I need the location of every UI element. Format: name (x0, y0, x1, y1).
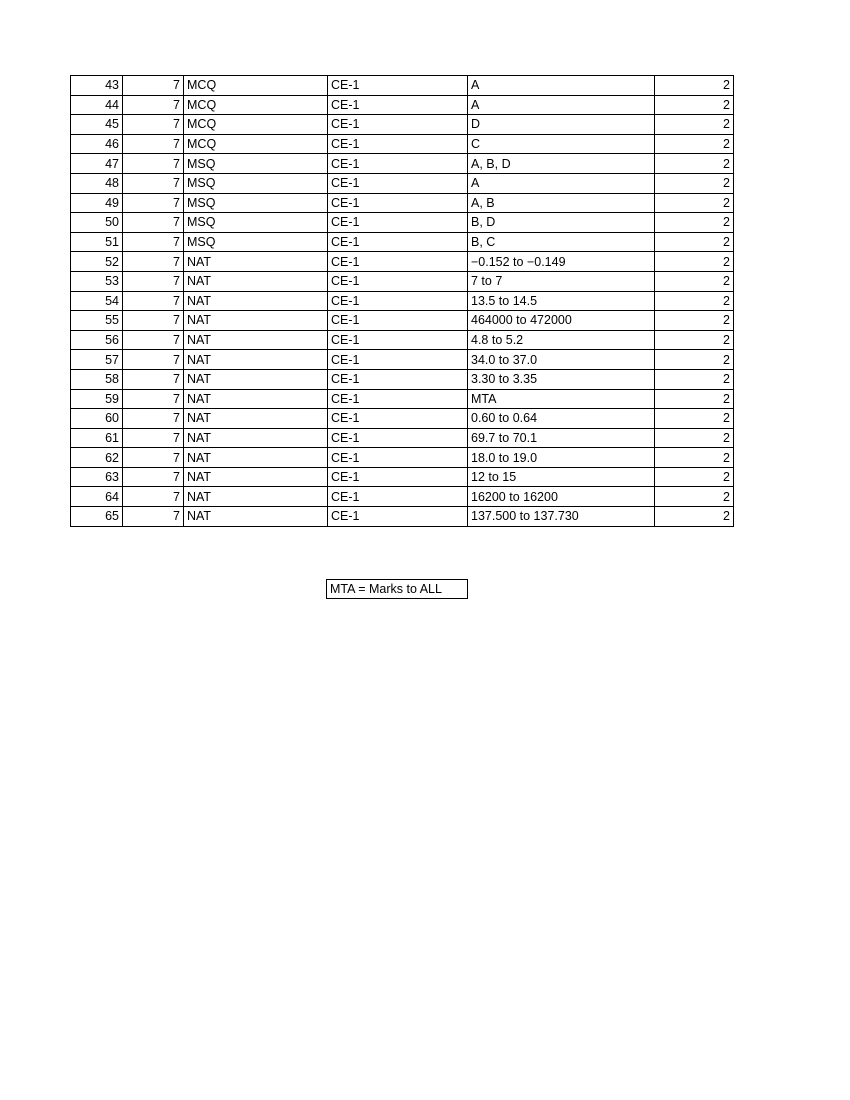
table-row (71, 487, 734, 507)
question-type-cell: NAT (184, 350, 328, 370)
question-number-cell: 49 (71, 193, 123, 213)
question-type-cell: MCQ (184, 76, 328, 96)
marks-cell: 2 (655, 115, 734, 135)
marks-cell: 2 (655, 428, 734, 448)
marks-cell: 2 (655, 467, 734, 487)
marks-cell: 2 (655, 193, 734, 213)
table-row (71, 154, 734, 174)
marks-cell: 2 (655, 448, 734, 468)
session-cell: 7 (123, 76, 184, 96)
answer-key-cell: 7 to 7 (468, 271, 655, 291)
table-row (71, 173, 734, 193)
question-type-cell: NAT (184, 428, 328, 448)
table-row (71, 232, 734, 252)
section-cell: CE-1 (328, 134, 468, 154)
question-number-cell: 53 (71, 271, 123, 291)
table-row (71, 311, 734, 331)
session-cell: 7 (123, 193, 184, 213)
section-cell: CE-1 (328, 173, 468, 193)
question-type-cell: NAT (184, 252, 328, 272)
question-number-cell: 64 (71, 487, 123, 507)
question-type-cell: NAT (184, 448, 328, 468)
table-row (71, 193, 734, 213)
answer-key-cell: 13.5 to 14.5 (468, 291, 655, 311)
answer-key-cell: 464000 to 472000 (468, 311, 655, 331)
question-type-cell: MSQ (184, 173, 328, 193)
answer-key-cell: 3.30 to 3.35 (468, 369, 655, 389)
marks-cell: 2 (655, 134, 734, 154)
section-cell: CE-1 (328, 350, 468, 370)
table-row (71, 115, 734, 135)
marks-cell: 2 (655, 271, 734, 291)
answer-key-cell: A, B, D (468, 154, 655, 174)
answer-key-table (70, 75, 734, 527)
section-cell: CE-1 (328, 428, 468, 448)
answer-key-cell: A (468, 76, 655, 96)
session-cell: 7 (123, 213, 184, 233)
section-cell: CE-1 (328, 487, 468, 507)
marks-cell: 2 (655, 213, 734, 233)
marks-cell: 2 (655, 173, 734, 193)
marks-cell: 2 (655, 409, 734, 429)
session-cell: 7 (123, 428, 184, 448)
answer-key-cell: 4.8 to 5.2 (468, 330, 655, 350)
question-number-cell: 55 (71, 311, 123, 331)
question-number-cell: 47 (71, 154, 123, 174)
section-cell: CE-1 (328, 330, 468, 350)
answer-key-cell: MTA (468, 389, 655, 409)
session-cell: 7 (123, 448, 184, 468)
answer-key-cell: A (468, 95, 655, 115)
session-cell: 7 (123, 291, 184, 311)
section-cell: CE-1 (328, 389, 468, 409)
question-type-cell: NAT (184, 311, 328, 331)
question-type-cell: NAT (184, 369, 328, 389)
question-number-cell: 46 (71, 134, 123, 154)
table-row (71, 291, 734, 311)
section-cell: CE-1 (328, 369, 468, 389)
question-number-cell: 45 (71, 115, 123, 135)
session-cell: 7 (123, 369, 184, 389)
question-type-cell: MSQ (184, 232, 328, 252)
session-cell: 7 (123, 134, 184, 154)
session-cell: 7 (123, 252, 184, 272)
section-cell: CE-1 (328, 507, 468, 527)
answer-key-cell: −0.152 to −0.149 (468, 252, 655, 272)
question-type-cell: MSQ (184, 154, 328, 174)
answer-key-cell: 12 to 15 (468, 467, 655, 487)
session-cell: 7 (123, 507, 184, 527)
question-type-cell: NAT (184, 291, 328, 311)
section-cell: CE-1 (328, 193, 468, 213)
question-type-cell: MCQ (184, 95, 328, 115)
session-cell: 7 (123, 487, 184, 507)
marks-cell: 2 (655, 389, 734, 409)
question-type-cell: MSQ (184, 213, 328, 233)
marks-cell: 2 (655, 507, 734, 527)
answer-key-cell: 18.0 to 19.0 (468, 448, 655, 468)
session-cell: 7 (123, 115, 184, 135)
session-cell: 7 (123, 467, 184, 487)
table-row (71, 389, 734, 409)
marks-cell: 2 (655, 232, 734, 252)
marks-cell: 2 (655, 252, 734, 272)
question-type-cell: NAT (184, 467, 328, 487)
session-cell: 7 (123, 154, 184, 174)
answer-key-cell: D (468, 115, 655, 135)
session-cell: 7 (123, 409, 184, 429)
table-row (71, 134, 734, 154)
question-number-cell: 44 (71, 95, 123, 115)
session-cell: 7 (123, 311, 184, 331)
section-cell: CE-1 (328, 213, 468, 233)
question-number-cell: 57 (71, 350, 123, 370)
answer-key-cell: A, B (468, 193, 655, 213)
marks-cell: 2 (655, 291, 734, 311)
table-row (71, 448, 734, 468)
section-cell: CE-1 (328, 271, 468, 291)
table-row (71, 428, 734, 448)
session-cell: 7 (123, 95, 184, 115)
answer-key-cell: C (468, 134, 655, 154)
table-row (71, 467, 734, 487)
question-type-cell: NAT (184, 487, 328, 507)
question-number-cell: 48 (71, 173, 123, 193)
answer-key-body (71, 76, 734, 527)
answer-key-cell: B, D (468, 213, 655, 233)
table-row (71, 409, 734, 429)
question-number-cell: 59 (71, 389, 123, 409)
session-cell: 7 (123, 271, 184, 291)
section-cell: CE-1 (328, 95, 468, 115)
table-row (71, 252, 734, 272)
question-type-cell: MSQ (184, 193, 328, 213)
question-number-cell: 56 (71, 330, 123, 350)
question-type-cell: NAT (184, 507, 328, 527)
question-type-cell: NAT (184, 389, 328, 409)
answer-key-cell: 34.0 to 37.0 (468, 350, 655, 370)
question-type-cell: NAT (184, 330, 328, 350)
question-number-cell: 50 (71, 213, 123, 233)
session-cell: 7 (123, 389, 184, 409)
answer-key-cell: B, C (468, 232, 655, 252)
question-number-cell: 61 (71, 428, 123, 448)
section-cell: CE-1 (328, 311, 468, 331)
question-number-cell: 43 (71, 76, 123, 96)
section-cell: CE-1 (328, 291, 468, 311)
question-number-cell: 65 (71, 507, 123, 527)
question-type-cell: NAT (184, 409, 328, 429)
table-row (71, 350, 734, 370)
session-cell: 7 (123, 232, 184, 252)
table-row (71, 95, 734, 115)
marks-cell: 2 (655, 330, 734, 350)
question-number-cell: 54 (71, 291, 123, 311)
answer-key-cell: 16200 to 16200 (468, 487, 655, 507)
question-number-cell: 60 (71, 409, 123, 429)
table-row (71, 369, 734, 389)
marks-cell: 2 (655, 95, 734, 115)
marks-cell: 2 (655, 487, 734, 507)
marks-cell: 2 (655, 350, 734, 370)
session-cell: 7 (123, 330, 184, 350)
question-number-cell: 63 (71, 467, 123, 487)
answer-key-cell: 0.60 to 0.64 (468, 409, 655, 429)
question-type-cell: NAT (184, 271, 328, 291)
legend-note: MTA = Marks to ALL (326, 579, 468, 599)
section-cell: CE-1 (328, 232, 468, 252)
section-cell: CE-1 (328, 115, 468, 135)
question-number-cell: 62 (71, 448, 123, 468)
question-type-cell: MCQ (184, 134, 328, 154)
question-type-cell: MCQ (184, 115, 328, 135)
question-number-cell: 52 (71, 252, 123, 272)
marks-cell: 2 (655, 311, 734, 331)
section-cell: CE-1 (328, 76, 468, 96)
question-number-cell: 58 (71, 369, 123, 389)
marks-cell: 2 (655, 154, 734, 174)
section-cell: CE-1 (328, 252, 468, 272)
table-row (71, 507, 734, 527)
question-number-cell: 51 (71, 232, 123, 252)
answer-key-cell: 69.7 to 70.1 (468, 428, 655, 448)
table-row (71, 76, 734, 96)
answer-key-cell: 137.500 to 137.730 (468, 507, 655, 527)
section-cell: CE-1 (328, 409, 468, 429)
table-row (71, 213, 734, 233)
table-row (71, 330, 734, 350)
marks-cell: 2 (655, 369, 734, 389)
section-cell: CE-1 (328, 467, 468, 487)
session-cell: 7 (123, 350, 184, 370)
answer-key-cell: A (468, 173, 655, 193)
marks-cell: 2 (655, 76, 734, 96)
table-row (71, 271, 734, 291)
section-cell: CE-1 (328, 154, 468, 174)
section-cell: CE-1 (328, 448, 468, 468)
session-cell: 7 (123, 173, 184, 193)
